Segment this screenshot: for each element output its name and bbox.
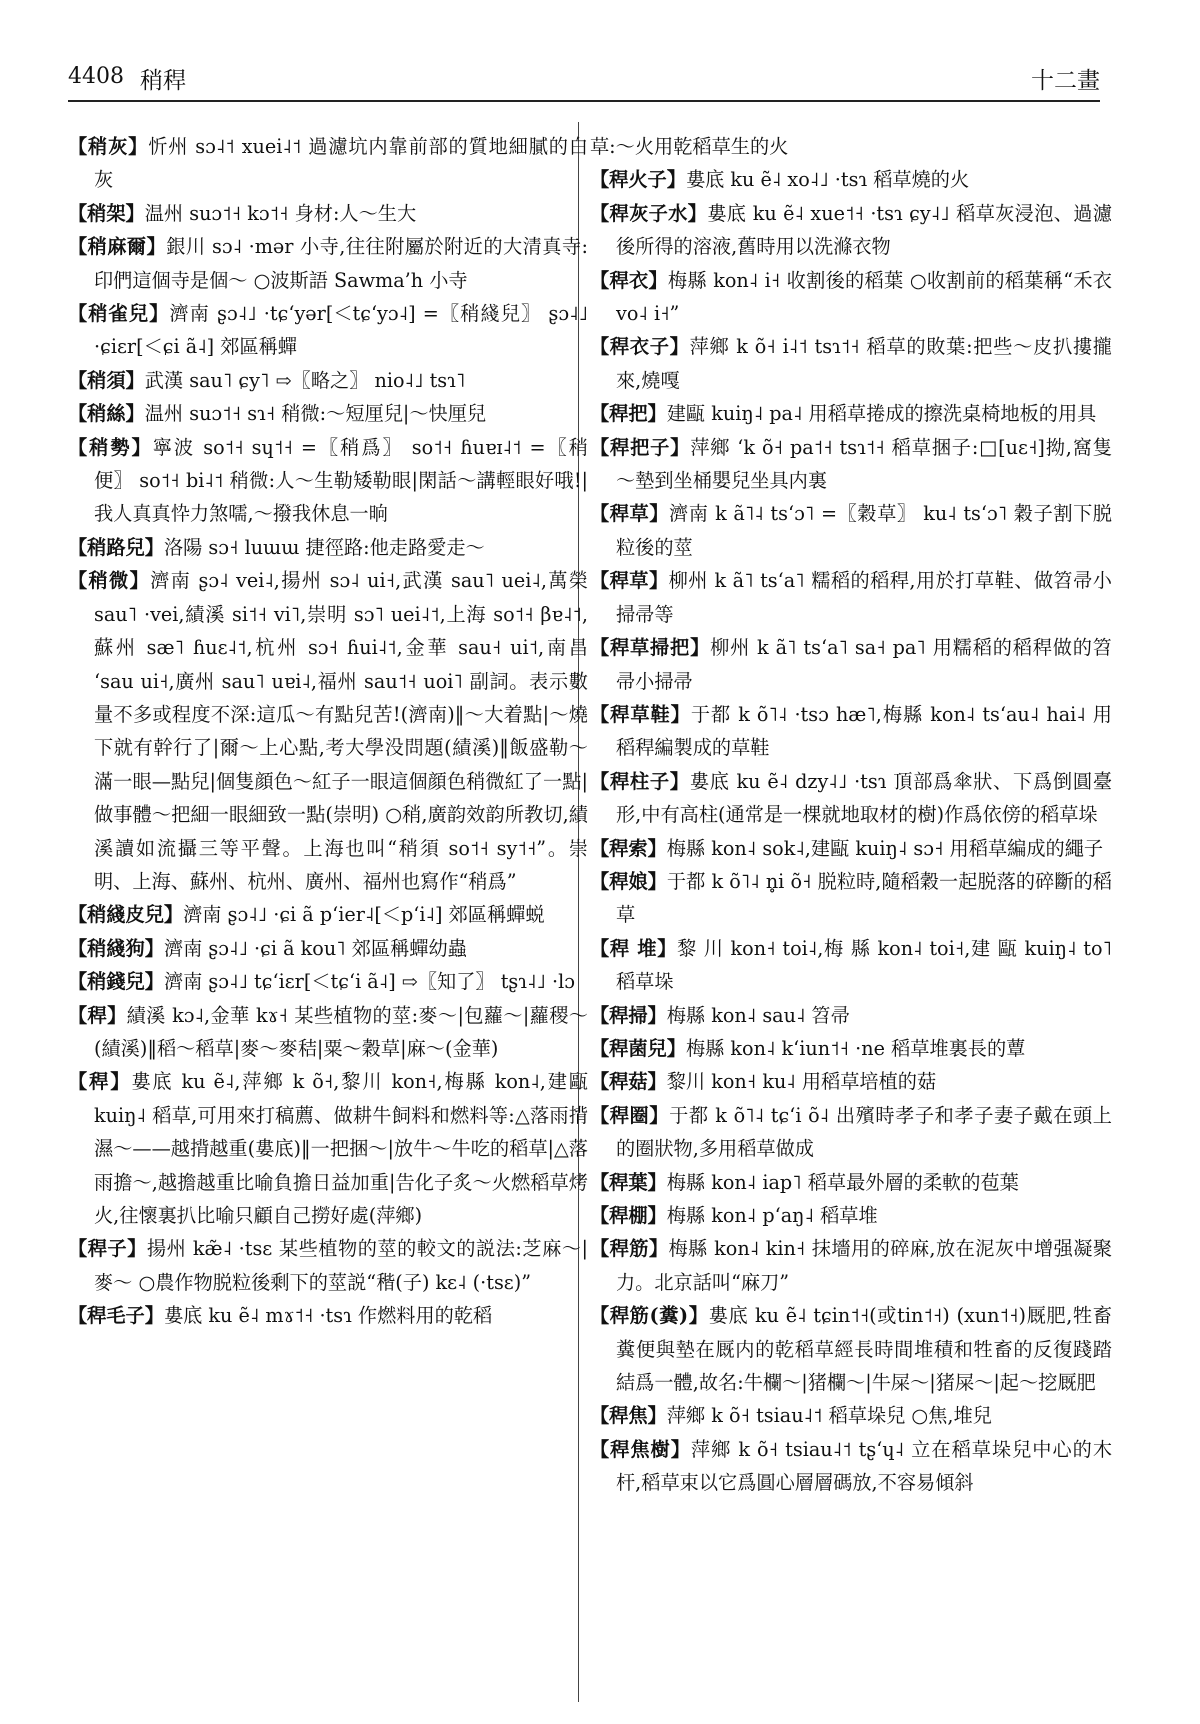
page-number: 4408 [68, 64, 124, 89]
dictionary-entry [590, 1399, 1112, 1432]
dictionary-entry [590, 1099, 1112, 1166]
entry-headword: 【稈草】 [590, 569, 669, 593]
dictionary-entry [68, 364, 588, 397]
entry-headword: 【稈娘】 [590, 869, 667, 893]
entry-definition: 梅縣 kon˨ pʻaŋ˨ 稻草堆 [666, 1204, 878, 1227]
entry-headword: 【稈草掃把】 [590, 636, 711, 660]
entry-definition: 萍鄉 k õ˧ i˨˦ tsɿ˦˧ 稻草的敗葉:把些～皮扒摟攏來,燒嘎 [616, 335, 1112, 392]
dictionary-entry [68, 230, 588, 297]
entry-definition: 温州 suɔ˦˧ kɔ˦˧ 身材:人～生大 [144, 201, 417, 225]
entry-definition: 揚州 kæ̃˨ ·tsɛ 某些植物的莖的較文的説法:芝麻～|麥～ ○農作物脱粒後剩下的莖説“稭(子) kɛ˨ (·tsɛ)” [94, 1237, 588, 1294]
entry-headword: 【稍灰】 [68, 135, 149, 158]
dictionary-entry [68, 1299, 588, 1332]
entry-definition: 草:～火用乾稻草生的火 [590, 135, 789, 158]
entry-headword: 【稈焦樹】 [590, 1437, 691, 1461]
section-label: 十二畫 [1031, 68, 1100, 94]
dictionary-entry [590, 1232, 1112, 1299]
entry-definition: 柳州 k ã˥ tsʻa˥ 糯稻的稻稈,用於打草鞋、做笤帚小掃帚等 [616, 569, 1112, 626]
dictionary-entry [68, 1232, 588, 1299]
dictionary-entry [590, 330, 1112, 397]
entry-headword: 【稈焦】 [590, 1404, 667, 1428]
dictionary-entry [590, 163, 1112, 196]
dictionary-entry [590, 1065, 1112, 1098]
entry-definition: 濟南 ʂɔ˨˩ tɕʻiɛr[＜tɕʻi ã˨] ⇨〖知了〗 tʂɿ˨˩ ·lɔ [163, 970, 575, 994]
entry-headword: 【稈筋】 [590, 1237, 669, 1261]
dictionary-entry [68, 898, 588, 931]
dictionary-entry [590, 497, 1112, 564]
entry-headword: 【稈把子】 [590, 435, 691, 459]
entry-definition: 寧波 so˦˧ sɥ˦˧ =〖稍爲〗 so˦˧ ɦuɐɪ˨˦ =〖稍便〗 so˦˧ bi˨˦ 稍微:人～生勒矮勒眼|閑話～講輕眼好哦!|我人真真忰力煞嚅,～撥我休息一晌 [94, 435, 588, 526]
entry-definition: 黎 川 kon˧ toi˨,梅 縣 kon˨ toi˧,建 甌 kuiŋ˨ to˥ 稻草垛 [616, 936, 1112, 994]
entry-headword: 【稈 堆】 [590, 936, 678, 960]
dictionary-entry [590, 932, 1112, 999]
entry-definition: 婁底 ku ẽ˨ dzy˨˩ ·tsɿ 頂部爲傘狀、下爲倒圓臺形,中有高柱(通常是一棵就地取材的樹)作爲依傍的稻草垛 [616, 769, 1112, 827]
entry-definition: 于都 k õ˥˨ ·tsɔ hæ˥,梅縣 kon˨ tsʻau˨ hai˨ 用稻稈編製成的草鞋 [616, 702, 1112, 760]
entry-definition: 萍鄉 k õ˧ tsiau˨˦ tʂʻɥ˨ 立在稻草垛兒中心的木杆,稻草束以它爲圓心層層碼放,不容易傾斜 [616, 1437, 1112, 1495]
dictionary-entry [590, 1199, 1112, 1232]
entry-definition: 萍鄉 k õ˧ tsiau˨˦ 稻草垛兒 ○焦,堆兒 [666, 1404, 992, 1428]
dictionary-entry [68, 431, 588, 531]
entry-definition: 忻州 sɔ˨˦ xuei˨˦ 過濾坑内靠前部的質地細膩的白灰 [94, 135, 588, 192]
dictionary-entry [590, 130, 1112, 163]
entry-definition: 績溪 kɔ˨,金華 kɤ˧ 某些植物的莖:麥～|包蘿～|蘿稷～(績溪)‖稻～稻草|麥～麥秸|粟～穀草|麻～(金華) [94, 1003, 588, 1060]
entry-headword: 【稈】 [68, 1003, 127, 1027]
left-column [68, 130, 588, 1700]
dictionary-entry [590, 1032, 1112, 1065]
entry-headword: 【稈筋(糞)】 [590, 1304, 709, 1328]
dictionary-entry [590, 832, 1112, 865]
dictionary-entry [68, 531, 588, 564]
entry-definition: 于都 k õ˥˨ tɕʻi õ˨ 出殯時孝子和孝子妻子戴在頭上的圈狀物,多用稻草做成 [616, 1103, 1112, 1161]
entry-headword: 【稈棚】 [590, 1204, 667, 1227]
entry-definition: 濟南 ʂɔ˨ vei˨,揚州 sɔ˨ ui˧,武漢 sau˥ uei˨,萬榮 sau˥ ·vei,績溪 si˦˧ vi˥,崇明 sɔ˥ uei˨˦,上海 so˦˧ βɐ˨˦,蘇州 sæ˥ ɦuɛ˨˦,杭州 sɔ˧ ɦui˨˦,金華 sau˧ ui˦,南昌 ʻsau ui˧,廣州 sau˥ uɐi˨,福州 sau˦˧ uoi˥ 副詞。表示數量不多或程度不深:這瓜～有點兒苦!(濟南)‖～大着點|～燒下就有幹行了|爾～上心點,考大學没問題(績溪)‖飯盛勒～滿一眼—點兒|個隻顔色～紅子一眼這個顔色稍微紅了一點|做事體～把細一眼細致一點(崇明) ○稍,廣韵效韵所教切,績溪讀如流攝三等平聲。上海也叫“稍須 so˦˧ sy˦˧”。崇明、上海、蘇州、杭州、廣州、福州也寫作“稍爲” [94, 569, 588, 893]
entry-definition: 濟南 k ã˥˨ tsʻɔ˥ =〖穀草〗 ku˨ tsʻɔ˥ 穀子割下脱粒後的莖 [616, 502, 1112, 559]
entry-headword: 【稈索】 [590, 836, 667, 860]
right-column [590, 130, 1112, 1700]
entry-definition: 婁底 ku ẽ˨ xue˦˧ ·tsɿ ɕy˨˩ 稻草灰浸泡、過濾後所得的溶液,舊時用以洗滌衣物 [616, 201, 1112, 259]
dictionary-entry [68, 130, 588, 197]
entry-headword: 【稍須】 [68, 368, 145, 392]
entry-definition: 建甌 kuiŋ˨ pa˨ 用稻草捲成的擦洗桌椅地板的用具 [666, 402, 1097, 426]
entry-headword: 【稈火子】 [590, 168, 686, 192]
entry-definition: 梅縣 kon˨ sok˨,建甌 kuiŋ˨ sɔ˧ 用稻草編成的繩子 [666, 836, 1104, 860]
entry-definition: 柳州 k ã˥ tsʻa˥ sa˧ pa˥ 用糯稻的稻稈做的笤帚小掃帚 [616, 636, 1112, 693]
entry-headword: 【稈子】 [68, 1237, 147, 1261]
dictionary-entry [68, 564, 588, 898]
dictionary-entry [590, 1299, 1112, 1399]
dictionary-entry [590, 1433, 1112, 1500]
entry-headword: 【稍路兒】 [68, 535, 164, 559]
entry-headword: 【稈把】 [590, 402, 667, 426]
entry-definition: 梅縣 kon˨ iap˥ 稻草最外層的柔軟的苞葉 [666, 1170, 1019, 1194]
entry-definition: 婁底 ku ẽ˨ mɤ˦˧ ·tsɿ 作燃料用的乾稻 [163, 1304, 493, 1328]
entry-definition: 于都 k õ˥˨ n̥i õ˧ 脱粒時,隨稻穀一起脱落的碎斷的稻草 [616, 869, 1112, 927]
entry-headword: 【稈草鞋】 [590, 702, 691, 726]
dictionary-entry [68, 197, 588, 230]
entry-headword: 【稈衣子】 [590, 335, 690, 359]
entry-headword: 【稍麻爾】 [68, 235, 167, 259]
entry-headword: 【稍錢兒】 [68, 970, 164, 994]
entry-headword: 【稈菌兒】 [590, 1036, 686, 1060]
dictionary-entry [68, 397, 588, 430]
dictionary-entry [590, 631, 1112, 698]
entry-definition: 婁底 ku ẽ˨ xo˨˩ ·tsɿ 稻草燒的火 [685, 168, 970, 192]
dictionary-entry [590, 698, 1112, 765]
entry-headword: 【稍微】 [68, 569, 151, 593]
entry-headword: 【稈掃】 [590, 1003, 667, 1027]
dictionary-entry [68, 1065, 588, 1232]
entry-headword: 【稈圈】 [590, 1103, 670, 1127]
entry-definition: 梅縣 kon˨ kʻiun˦˧ ·ne 稻草堆裏長的蕈 [685, 1036, 1026, 1060]
entry-definition: 濟南 ʂɔ˨˩ ·ɕi ã kou˥ 郊區稱蟬幼蟲 [163, 936, 467, 960]
entry-headword: 【稍雀兒】 [68, 302, 170, 326]
page-header [68, 60, 1100, 102]
dictionary-entry [590, 431, 1112, 498]
entry-definition: 婁底 ku ẽ˨,萍鄉 k õ˧,黎川 kon˧,梅縣 kon˨,建甌 kuiŋ˨ 稻草,可用來打稿薦、做耕牛飼料和燃料等:△落雨揹濕～——越揹越重(婁底)‖一把捆～|放牛～牛吃的稻草|△落雨擔～,越擔越重比喻負擔日益加重|告化子炙～火燃稻草烤火,往懷裏扒比喻只顧自己撈好處(萍鄉) [94, 1070, 588, 1227]
dictionary-entry [68, 999, 588, 1066]
entry-headword: 【稈菇】 [590, 1070, 667, 1094]
dictionary-entry [590, 1166, 1112, 1199]
dictionary-entry [68, 297, 588, 364]
entry-headword: 【稈草】 [590, 502, 669, 526]
dictionary-entry [590, 765, 1112, 832]
entry-definition: 温州 suɔ˦˧ sɿ˧ 稍微:～短厘兒|～快厘兒 [144, 402, 487, 426]
dictionary-entry [68, 965, 588, 998]
dictionary-entry [590, 264, 1112, 331]
entry-definition: 梅縣 kon˨ kin˧ 抹墻用的碎麻,放在泥灰中增强凝聚力。北京話叫“麻刀” [616, 1237, 1112, 1294]
entry-headword: 【稈灰子水】 [590, 201, 708, 225]
entry-headword: 【稍綫狗】 [68, 936, 164, 960]
entry-definition: 梅縣 kon˨ sau˨ 笤帚 [666, 1003, 850, 1027]
entry-headword: 【稈毛子】 [68, 1304, 164, 1328]
dictionary-entry [68, 932, 588, 965]
entry-definition: 萍鄉 ʻk õ˧ pa˦˧ tsɿ˦˧ 稻草捆子:□[uɛ˧]拗,窩隻～墊到坐桶嬰兒坐具内裏 [616, 435, 1112, 493]
entry-definition: 婁底 ku ẽ˨ tɕin˦˧(或tin˦˧) (xun˦˧)厩肥,牲畜糞便與墊在厩内的乾稻草經長時間堆積和牲畜的反復踐踏結爲一體,故名:牛欄～|猪欄～|牛屎～|猪屎～|起～挖厩肥 [616, 1304, 1112, 1395]
dictionary-entry [590, 564, 1112, 631]
entry-definition: 武漢 sau˥ ɕy˥ ⇨〖略之〗 nio˨˩ tsɿ˥ [144, 368, 466, 392]
dictionary-entry [590, 197, 1112, 264]
entry-definition: 濟南 ʂɔ˨˩ ·ɕi ã pʻier˨[＜pʻi˨] 郊區稱蟬蜕 [183, 903, 545, 927]
entry-definition: 洛陽 sɔ˧ luɯɯ 捷徑路:他走路愛走～ [163, 535, 485, 559]
running-title: 稍稈 [140, 68, 186, 94]
dictionary-entry [590, 865, 1112, 932]
entry-headword: 【稈柱子】 [590, 769, 690, 793]
entry-headword: 【稍勢】 [68, 435, 153, 459]
entry-definition: 濟南 ʂɔ˨˩ ·tɕʻyər[＜tɕʻyɔ˨] =〖稍綫兒〗 ʂɔ˨˩ ·ɕiɛr[＜ɕi ã˨] 郊區稱蟬 [94, 302, 588, 359]
entry-headword: 【稈】 [68, 1070, 132, 1094]
entry-headword: 【稈葉】 [590, 1170, 667, 1194]
entry-definition: 黎川 kon˧ ku˨ 用稻草培植的菇 [666, 1070, 937, 1094]
entry-definition: 銀川 sɔ˨ ·mər 小寺,往往附屬於附近的大清真寺:印們這個寺是個～ ○波斯語 Sawma’h 小寺 [94, 235, 588, 292]
dictionary-entry [590, 999, 1112, 1032]
dictionary-entry [590, 397, 1112, 430]
entry-definition: 梅縣 kon˨ i˧ 收割後的稻葉 ○收割前的稻葉稱“禾衣 vo˨ i˧” [616, 268, 1112, 326]
entry-headword: 【稍絲】 [68, 402, 145, 426]
entry-headword: 【稍綫皮兒】 [68, 903, 184, 927]
entry-headword: 【稍架】 [68, 201, 145, 225]
entry-headword: 【稈衣】 [590, 268, 668, 292]
